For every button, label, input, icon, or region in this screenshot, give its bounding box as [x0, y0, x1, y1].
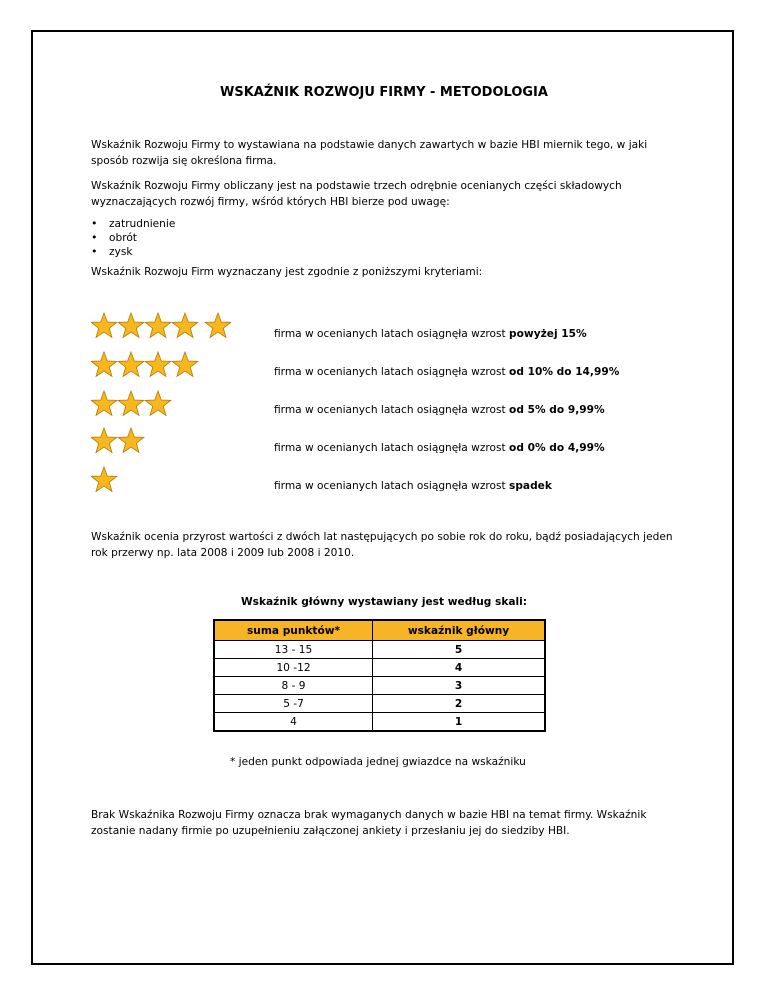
- table-row: 13 - 15 5: [214, 641, 545, 659]
- criterion-1: firma w ocenianych latach osiągnęła wzrost spadek: [274, 480, 552, 492]
- star-icon: [91, 313, 117, 337]
- star-icon: [118, 313, 144, 337]
- page-title: WSKAŹNIK ROZWOJU FIRMY - METODOLOGIA: [220, 85, 548, 100]
- star-icon: [172, 313, 198, 337]
- star-icon: [145, 313, 171, 337]
- table-row: 4 1: [214, 713, 545, 732]
- closing-paragraph: Brak Wskaźnika Rozwoju Firmy oznacza brak wymaganych danych w bazie HBI na temat firmy. Wskaźnik zostanie nadany firmie po uzupełnieniu załączonej ankiety i przesłaniu jej do siedziby HBI.: [91, 809, 647, 837]
- criteria-intro: Wskaźnik Rozwoju Firm wyznaczany jest zgodnie z poniższymi kryteriami:: [91, 266, 483, 278]
- footnote: * jeden punkt odpowiada jednej gwiazdce na wskaźniku: [230, 756, 526, 768]
- table-header: wskaźnik główny: [373, 620, 545, 641]
- star-icon: [118, 391, 144, 415]
- star-icon: [91, 467, 117, 491]
- star-icon: [145, 391, 171, 415]
- components-paragraph: Wskaźnik Rozwoju Firmy obliczany jest na podstawie trzech odrębnie ocenianych części składowych wyznaczających rozwój firmy, wśród których HBI bierze pod uwagę:: [91, 180, 622, 208]
- growth-paragraph: Wskaźnik ocenia przyrost wartości z dwóch lat następujących po sobie rok do roku, bądź posiadających jeden rok przerwy np. lata 2008 i 2009 lub 2008 i 2010.: [91, 531, 673, 559]
- table-header: suma punktów*: [214, 620, 373, 641]
- stars-3-icon: [91, 389, 231, 419]
- scale-title: Wskaźnik główny wystawiany jest według skali:: [240, 596, 528, 608]
- list-item: • zatrudnienie: [91, 217, 175, 231]
- star-icon: [118, 428, 144, 452]
- components-list: [91, 217, 175, 259]
- criterion-3: firma w ocenianych latach osiągnęła wzrost od 5% do 9,99%: [274, 404, 605, 416]
- table-row: 8 - 9 3: [214, 677, 545, 695]
- table-row: 10 -12 4: [214, 659, 545, 677]
- stars-1-icon: [91, 465, 231, 495]
- star-icon: [91, 352, 117, 376]
- criterion-5: firma w ocenianych latach osiągnęła wzrost powyżej 15%: [274, 328, 587, 340]
- star-icon: [172, 352, 198, 376]
- stars-4-icon: [91, 350, 231, 380]
- scale-table: [213, 619, 546, 732]
- intro-paragraph: Wskaźnik Rozwoju Firmy to wystawiana na podstawie danych zawartych w bazie HBI miernik tego, w jaki sposób rozwija się określona firma.: [91, 139, 648, 167]
- star-icon: [91, 428, 117, 452]
- criterion-2: firma w ocenianych latach osiągnęła wzrost od 0% do 4,99%: [274, 442, 605, 454]
- table-row: 5 -7 2: [214, 695, 545, 713]
- stars-2-icon: [91, 426, 231, 456]
- stars-5-icon: [91, 311, 231, 341]
- star-icon: [205, 313, 231, 337]
- list-item: • obrót: [91, 231, 175, 245]
- star-icon: [91, 391, 117, 415]
- star-icon: [118, 352, 144, 376]
- star-icon: [145, 352, 171, 376]
- list-item: • zysk: [91, 245, 175, 259]
- criterion-4: firma w ocenianych latach osiągnęła wzrost od 10% do 14,99%: [274, 366, 620, 378]
